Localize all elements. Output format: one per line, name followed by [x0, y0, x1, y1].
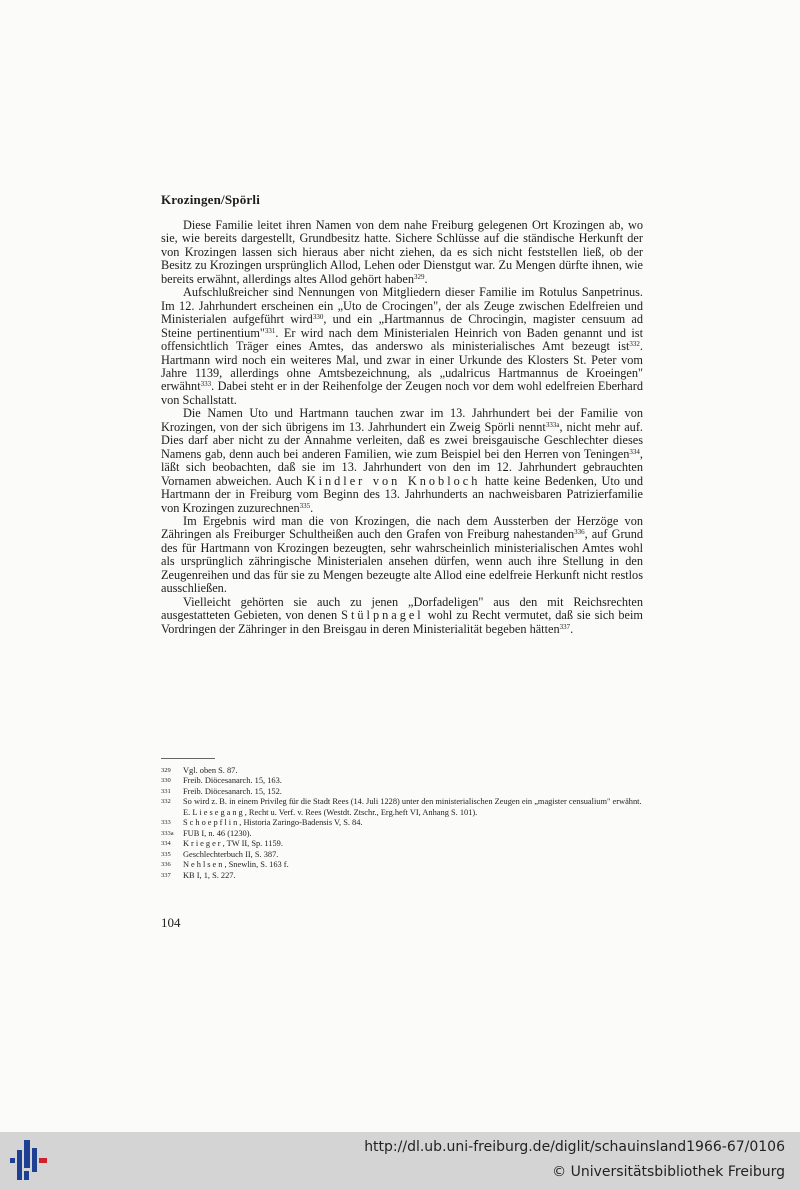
paragraph-1: Diese Familie leitet ihren Namen von dem nahe Freiburg gelegenen Ort Krozingen ab, wo sie, wie bereits dargestellt, Grundbesitz hatte. Sichere Schlüsse auf die ständische Herkunft der von Krozingen lassen sich hieraus aber nicht ziehen, da es sich nicht feststellen ließ, ob der Besitz zu Krozingen ursprünglich Allod, Lehen oder Dienstgut war. Zu Mengen dürfte ihnen, wie bereits erwähnt, allerdings altes Allod gehört haben$^{329}$. [161, 218, 643, 286]
footnote: 334 Krieger, TW II, Sp. 1159. [161, 839, 283, 849]
footnote: 329 Vgl. oben S. 87. [161, 766, 238, 775]
footnote-ref[interactable]: 333a [545, 420, 560, 429]
footnote-ref[interactable]: 337 [559, 622, 571, 631]
footnote: 333 Schoepflin, Historia Zaringo-Badensis V, S. 84. [161, 818, 363, 828]
footnote-ref[interactable]: 334 [629, 447, 640, 456]
footnote: 337 KB I, 1, S. 227. [161, 870, 236, 880]
footnotes [161, 766, 643, 881]
paragraph-2: Aufschlußreicher sind Nennungen von Mitgliedern dieser Familie im Rotulus Sanpetrinus. Im 12. Jahrhundert erscheinen ein „Uto de Crocingen", der als Zeuge zwischen Edelfreien und Ministerialen aufgeführt wird$^{330}$, und ein „Hartmannus de Chrocingin, magister censuum ad Steine pertinentium"$^{331}$. Er wird nach dem Ministerialen Heinrich von Baden genannt und ist offensichtlich Träger eines Amtes, das anderswo als ministerialisches Amt bezeugt ist$^{332}$. Hartmann wird noch ein weiteres Mal, und zwar in einer Urkunde des Klosters St. Peter vom Jahre 1139, allerdings ohne Amtsbezeichnung, als „udalricus Hartmannus de Kroeingen" erwähnt$^{333}$. Dabei steht er in der Reihenfolge der Zeugen noch vor dem wohl edelfreien Eberhard von Schallstatt. [161, 285, 644, 407]
footnote-ref[interactable]: 331 [264, 326, 276, 335]
footnote-ref[interactable]: 335 [299, 501, 311, 510]
copyright-notice: © Universitätsbibliothek Freiburg [552, 1164, 785, 1180]
footnote: 332 So wird z. B. in einem Privileg für die Stadt Rees (14. Juli 1228) unter den ministerialischen Zeugen ein „magister censualium" erwähnt. E. Liesegang, Recht u. Verf. v. Rees (Westdt. Ztschr., Erg.heft VI, Anhang S. 101). [161, 797, 642, 817]
paragraph-5: Vielleicht gehörten sie auch zu jenen „Dorfadeligen" aus den mit Reichsrechten ausgestatteten Gebieten, von denen Stülpnagel wohl zu Recht vermutet, daß sie sich beim Vordringen der Zähringer in den Breisgau in deren Ministerialität begeben hätten$^{337}$. [161, 594, 643, 636]
footnote-ref[interactable]: 336 [574, 528, 585, 537]
source-url-link[interactable]: http://dl.ub.uni-freiburg.de/diglit/schauinsland1966-67/0106 [364, 1139, 785, 1155]
author-name: Kindler von Knobloch [306, 473, 481, 488]
body-text [161, 219, 643, 636]
author-name: Stülpnagel [341, 608, 424, 623]
footnote: 336 Nehlsen, Snewlin, S. 163 f. [161, 860, 289, 870]
document-page [161, 0, 643, 1132]
footnote-divider [161, 758, 215, 759]
paragraph-4: Im Ergebnis wird man die von Krozingen, die nach dem Aussterben der Herzöge von Zähringen als Freiburger Schultheißen auch den Grafen von Freiburg nahestanden$^{336}$, auf Grund des für Hartmann von Krozingen bezeugten, sehr wahrscheinlich ministerialischen Amtes wohl als ursprünglich zähringische Ministerialen ansehen dürfen, wenn auch ihre Stellung in den Zeugenreihen und das für sie zu Mengen bezeugte alte Allod eine edelfreie Herkunft nicht restlos ausschließen. [161, 513, 643, 596]
footnote: 335 Geschlechterbuch II, S. 387. [161, 849, 279, 859]
footnote: 331 Freib. Diöcesanarch. 15, 152. [161, 786, 282, 796]
footnote-ref[interactable]: 332 [629, 340, 640, 349]
ub-freiburg-logo-icon[interactable] [10, 1138, 52, 1182]
paragraph-3: Die Namen Uto und Hartmann tauchen zwar im 13. Jahrhundert bei der Familie von Krozingen, von der sich übrigens im 13. Jahrhundert ein Zweig Spörli nennt$^{333a}$, nicht mehr auf. Dies darf aber nicht zu der Annahme verleiten, daß es zwei breisgauische Geschlechter dieses Namens gab, denn auch bei anderen Familien, wie zum Beispiel bei den Herren von Teningen$^{334}$, läßt sich beobachten, daß sie im 13. Jahrhundert von den im 12. Jahrhundert gebrauchten Vornamen abweichen. Auch Kindler von Knobloch hatte keine Bedenken, Uto und Hartmann der in Freiburg vom Beginn des 13. Jahrhunderts an nachweisbaren Patrizierfamilie von Krozingen zuzurechnen$^{335}$. [161, 406, 643, 515]
footnote-ref[interactable]: 329 [414, 272, 425, 281]
footnote: 330 Freib. Diöcesanarch. 15, 163. [161, 776, 282, 786]
footnote-ref[interactable]: 333 [200, 380, 212, 389]
footnote-ref[interactable]: 330 [312, 313, 324, 322]
footnote: 333a FUB I, n. 46 (1230). [161, 828, 252, 838]
section-heading: Krozingen/Spörli [161, 192, 261, 207]
page-number: 104 [161, 915, 181, 930]
